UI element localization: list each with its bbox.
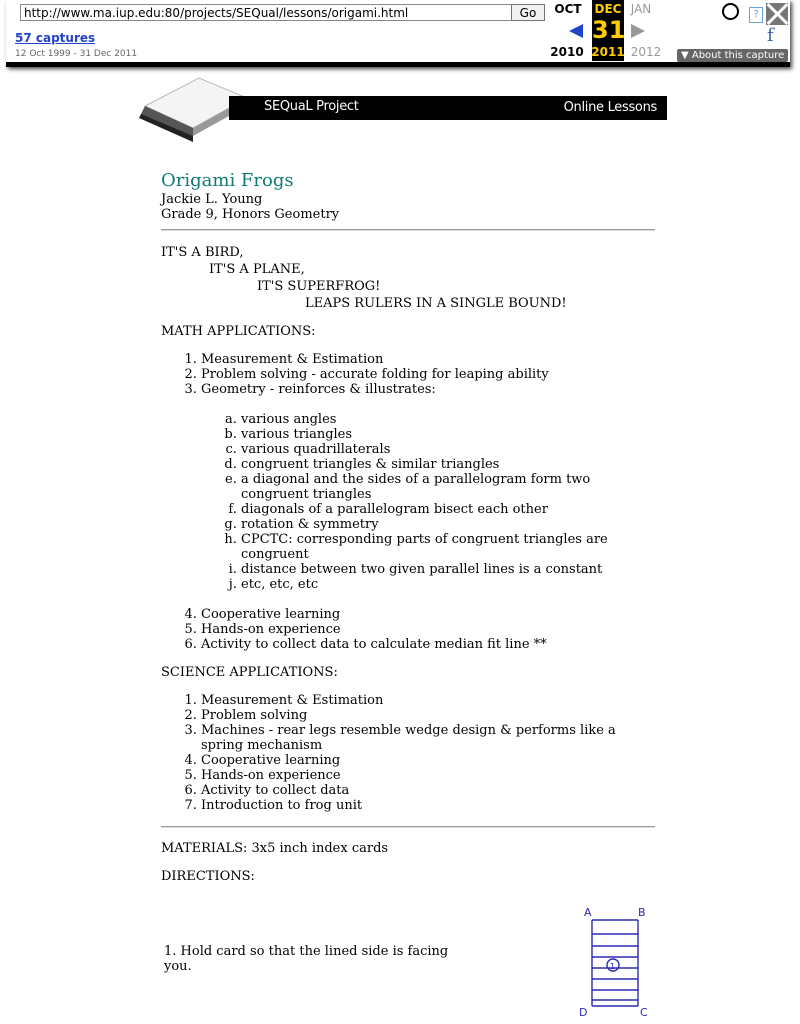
next-month: JAN	[630, 2, 652, 16]
fold-number-label: 1	[610, 962, 616, 971]
list-item: 7. Introduction to frog unit	[201, 798, 655, 813]
list-item: 6. Activity to collect data to calculate median fit line **	[201, 637, 655, 652]
list-item: 4. Cooperative learning	[201, 607, 655, 622]
url-input[interactable]	[20, 4, 512, 21]
list-item: i. distance between two given parallel lines is a constant	[241, 562, 655, 577]
divider	[161, 826, 655, 828]
prev-month-link[interactable]: OCT	[554, 2, 582, 16]
list-item-text: Geometry - reinforces & illustrates:	[201, 382, 436, 397]
section-title: Online Lessons	[563, 100, 657, 115]
go-button[interactable]: Go	[511, 4, 545, 21]
current-month: DEC	[594, 2, 622, 16]
poem-line: IT'S SUPERFROG!	[257, 279, 381, 294]
geometry-sublist	[201, 412, 655, 592]
facebook-icon[interactable]: f	[767, 25, 774, 46]
list-item: a. various angles	[241, 412, 655, 427]
poem	[161, 245, 655, 311]
current-year: 2011	[591, 45, 625, 59]
list-item: e. a diagonal and the sides of a parallelogram form two congruent triangles	[241, 472, 655, 502]
list-item: 5. Hands-on experience	[201, 622, 655, 637]
author: Jackie L. Young	[161, 192, 263, 207]
list-item: 3. Machines - rear legs resemble wedge design & performs like a spring mechanism	[201, 723, 655, 753]
list-item: 2. Problem solving - accurate folding for leaping ability	[201, 367, 655, 382]
next-year: 2012	[630, 45, 662, 59]
list-item: h. CPCTC: corresponding parts of congruent triangles are congruent	[241, 532, 655, 562]
poem-line: IT'S A BIRD,	[161, 245, 244, 260]
corner-label-b: B	[638, 906, 646, 919]
corner-label-d: D	[579, 1006, 588, 1019]
next-capture-arrow-icon	[631, 24, 645, 38]
captures-link[interactable]: 57 captures	[15, 31, 96, 45]
site-banner	[137, 70, 667, 142]
list-item: b. various triangles	[241, 427, 655, 442]
project-title: SEQuaL Project	[264, 99, 359, 114]
list-item: 1. Measurement & Estimation	[201, 693, 655, 708]
list-item: c. various quadrillaterals	[241, 442, 655, 457]
math-heading: MATH APPLICATIONS:	[161, 324, 316, 339]
wayback-toolbar	[6, 0, 790, 67]
page-title: Origami Frogs	[161, 170, 294, 191]
about-capture-button[interactable]: ▼ About this capture	[677, 49, 788, 62]
directions-heading: DIRECTIONS:	[161, 869, 255, 884]
corner-label-c: C	[640, 1006, 648, 1019]
poem-line: IT'S A PLANE,	[209, 262, 305, 277]
list-item: f. diagonals of a parallelogram bisect each other	[241, 502, 655, 517]
corner-label-a: A	[584, 906, 592, 919]
list-item: g. rotation & symmetry	[241, 517, 655, 532]
list-item: 5. Hands-on experience	[201, 768, 655, 783]
close-icon[interactable]	[766, 3, 788, 25]
prev-capture-arrow-icon[interactable]	[569, 24, 583, 38]
list-item: j. etc, etc, etc	[241, 577, 655, 592]
divider	[161, 229, 655, 231]
materials: MATERIALS: 3x5 inch index cards	[161, 841, 389, 856]
list-item: 4. Cooperative learning	[201, 753, 655, 768]
list-item: 2. Problem solving	[201, 708, 655, 723]
poem-line: LEAPS RULERS IN A SINGLE BOUND!	[305, 296, 567, 311]
math-list	[161, 352, 655, 592]
current-day: 31	[592, 16, 626, 44]
science-list	[161, 693, 655, 813]
math-list-continued	[161, 607, 655, 652]
direction-step-1: 1. Hold card so that the lined side is facing you.	[164, 944, 449, 974]
list-item	[201, 382, 655, 592]
science-heading: SCIENCE APPLICATIONS:	[161, 665, 338, 680]
index-card-diagram	[578, 902, 650, 1020]
grade-level: Grade 9, Honors Geometry	[161, 207, 340, 222]
help-icon[interactable]: ?	[749, 7, 763, 23]
list-item: d. congruent triangles & similar triangles	[241, 457, 655, 472]
list-item: 1. Measurement & Estimation	[201, 352, 655, 367]
loading-circle-icon	[722, 3, 739, 20]
capture-date-range: 12 Oct 1999 - 31 Dec 2011	[15, 49, 138, 59]
list-item: 6. Activity to collect data	[201, 783, 655, 798]
prev-year-link[interactable]: 2010	[550, 45, 584, 59]
lesson-content	[161, 170, 655, 884]
